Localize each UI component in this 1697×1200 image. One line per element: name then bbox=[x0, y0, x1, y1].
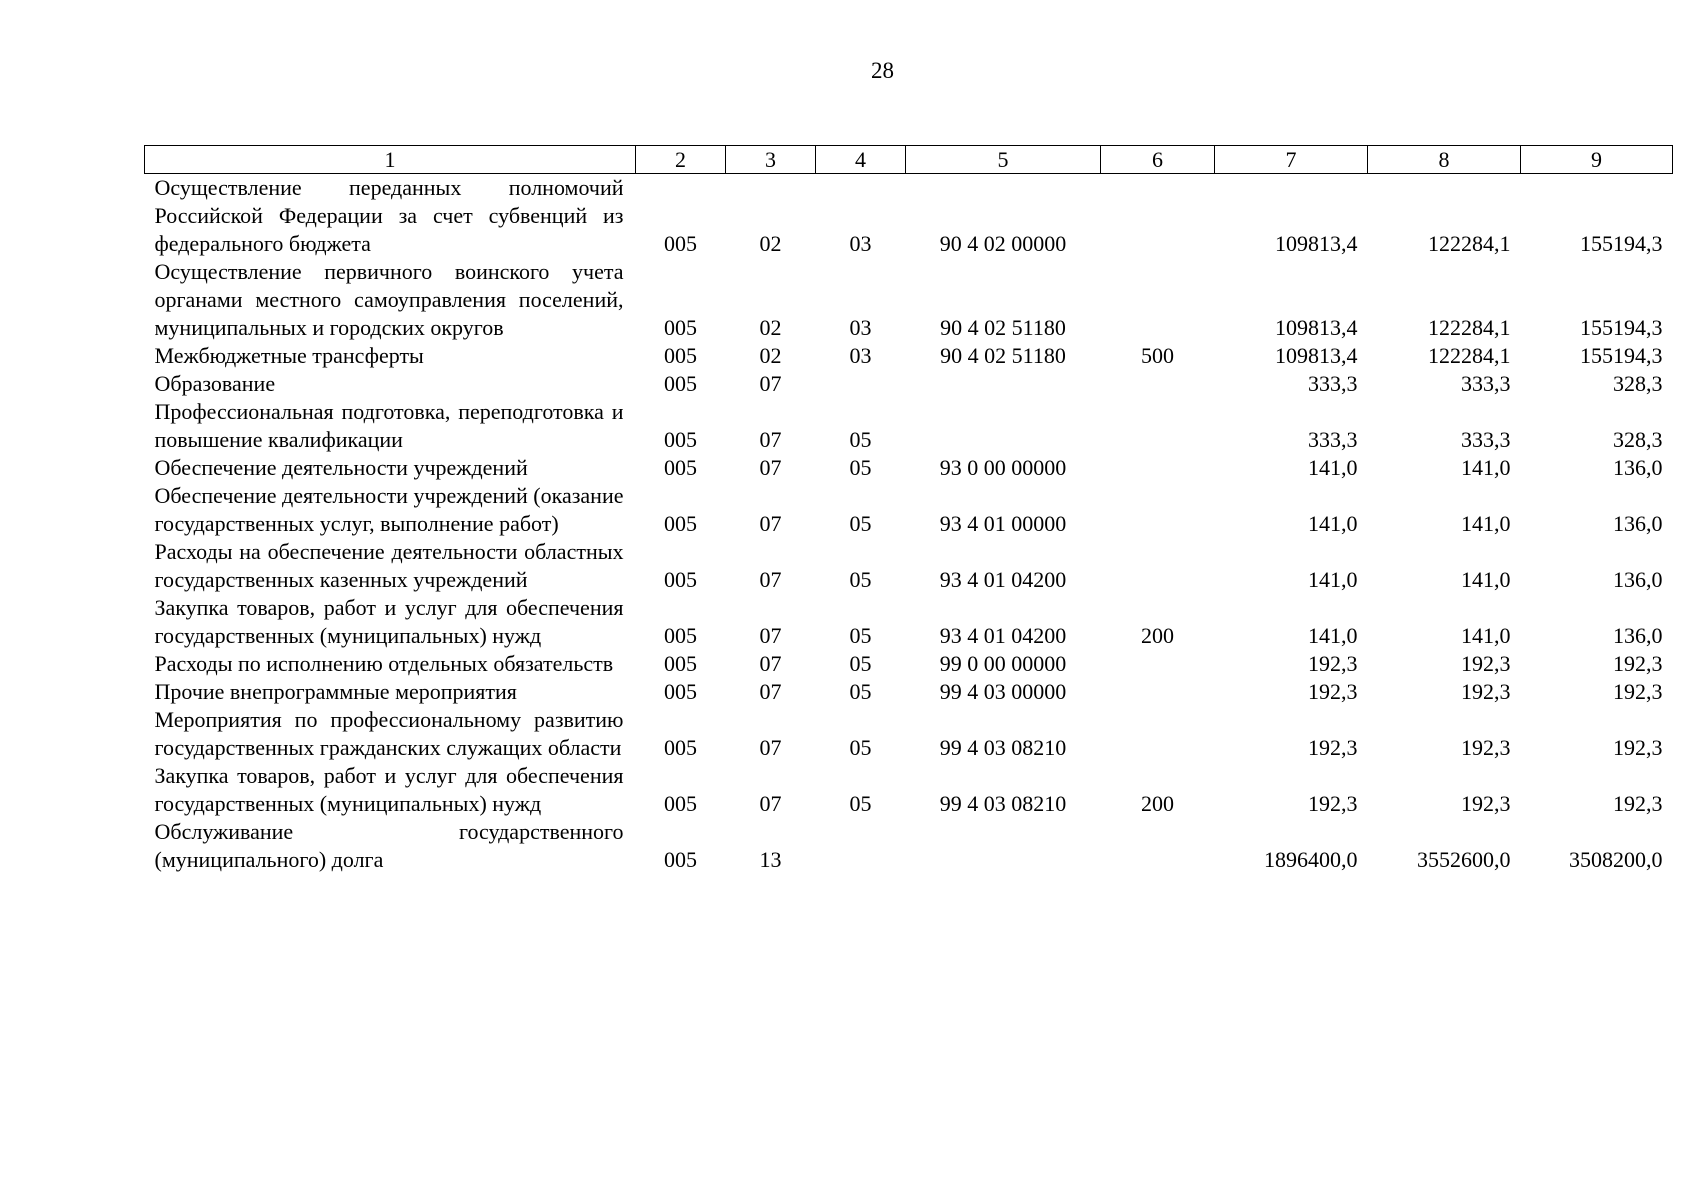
table-row bbox=[145, 818, 1673, 874]
table-row bbox=[145, 594, 1673, 650]
target-article-code: 93 4 01 00000 bbox=[939, 511, 1067, 536]
amount-col-8: 192,3 bbox=[1461, 651, 1511, 676]
amount-col-9: 136,0 bbox=[1613, 511, 1663, 536]
expense-type-code bbox=[1101, 370, 1215, 398]
amount-col-8: 141,0 bbox=[1461, 567, 1511, 592]
amount-col-9: 155194,3 bbox=[1580, 343, 1663, 368]
subsection-code: 05 bbox=[849, 651, 872, 676]
section-code: 07 bbox=[759, 427, 782, 452]
amount-col-7: 192,3 bbox=[1308, 735, 1358, 760]
expense-type-code bbox=[1101, 174, 1215, 259]
section-code: 07 bbox=[759, 511, 782, 536]
target-article-code: 93 0 00 00000 bbox=[939, 455, 1067, 480]
amount-col-8: 141,0 bbox=[1461, 455, 1511, 480]
table-body bbox=[145, 174, 1673, 875]
ministry-code: 005 bbox=[664, 315, 697, 340]
table-row bbox=[145, 762, 1673, 818]
header-cell: 5 bbox=[906, 146, 1101, 174]
amount-col-7: 192,3 bbox=[1308, 791, 1358, 816]
section-code: 07 bbox=[759, 651, 782, 676]
table-row bbox=[145, 538, 1673, 594]
ministry-code: 005 bbox=[664, 679, 697, 704]
amount-col-8: 122284,1 bbox=[1428, 343, 1511, 368]
amount-col-9: 328,3 bbox=[1613, 371, 1663, 396]
expense-type-code: 200 bbox=[1141, 623, 1174, 648]
expense-name: Мероприятия по профессиональному развитию государственных гражданских служащих области bbox=[154, 707, 624, 760]
subsection-code bbox=[816, 370, 906, 398]
amount-col-9: 192,3 bbox=[1613, 679, 1663, 704]
amount-col-8: 192,3 bbox=[1461, 679, 1511, 704]
target-article-code bbox=[906, 370, 1101, 398]
amount-col-8: 141,0 bbox=[1461, 623, 1511, 648]
table-row bbox=[145, 370, 1673, 398]
section-code: 02 bbox=[759, 315, 782, 340]
amount-col-7: 1896400,0 bbox=[1264, 847, 1358, 872]
expense-type-code: 200 bbox=[1141, 791, 1174, 816]
section-code: 02 bbox=[759, 231, 782, 256]
subsection-code: 05 bbox=[849, 427, 872, 452]
amount-col-8: 333,3 bbox=[1461, 371, 1511, 396]
section-code: 13 bbox=[759, 847, 782, 872]
amount-col-7: 333,3 bbox=[1308, 371, 1358, 396]
amount-col-9: 192,3 bbox=[1613, 791, 1663, 816]
amount-col-9: 192,3 bbox=[1613, 651, 1663, 676]
header-cell: 3 bbox=[726, 146, 816, 174]
subsection-code: 05 bbox=[849, 455, 872, 480]
table-row bbox=[145, 482, 1673, 538]
amount-col-7: 192,3 bbox=[1308, 651, 1358, 676]
section-code: 07 bbox=[759, 623, 782, 648]
amount-col-9: 3508200,0 bbox=[1569, 847, 1663, 872]
subsection-code: 05 bbox=[849, 735, 872, 760]
ministry-code: 005 bbox=[664, 427, 697, 452]
expense-type-code: 500 bbox=[1141, 343, 1174, 368]
amount-col-8: 141,0 bbox=[1461, 511, 1511, 536]
expense-name: Обеспечение деятельности учреждений (оказание государственных услуг, выполнение работ) bbox=[154, 483, 624, 536]
expense-type-code bbox=[1101, 650, 1215, 678]
subsection-code: 05 bbox=[849, 679, 872, 704]
ministry-code: 005 bbox=[664, 651, 697, 676]
subsection-code: 05 bbox=[849, 791, 872, 816]
expense-type-code bbox=[1101, 482, 1215, 538]
header-cell: 6 bbox=[1101, 146, 1215, 174]
subsection-code: 05 bbox=[849, 511, 872, 536]
section-code: 07 bbox=[759, 735, 782, 760]
table-row bbox=[145, 258, 1673, 342]
expense-name: Обеспечение деятельности учреждений bbox=[154, 455, 528, 480]
expense-type-code bbox=[1101, 398, 1215, 454]
amount-col-7: 141,0 bbox=[1308, 623, 1358, 648]
target-article-code: 99 0 00 00000 bbox=[939, 651, 1067, 676]
target-article-code: 99 4 03 08210 bbox=[939, 791, 1067, 816]
table-row bbox=[145, 650, 1673, 678]
header-cell: 7 bbox=[1215, 146, 1368, 174]
ministry-code: 005 bbox=[664, 791, 697, 816]
amount-col-9: 155194,3 bbox=[1580, 231, 1663, 256]
section-code: 07 bbox=[759, 371, 782, 396]
expense-name: Расходы по исполнению отдельных обязательств bbox=[154, 651, 614, 676]
ministry-code: 005 bbox=[664, 371, 697, 396]
section-code: 07 bbox=[759, 791, 782, 816]
expense-name: Профессиональная подготовка, переподготовка и повышение квалификации bbox=[154, 399, 624, 452]
subsection-code: 05 bbox=[849, 623, 872, 648]
section-code: 07 bbox=[759, 679, 782, 704]
expense-name: Межбюджетные трансферты bbox=[154, 343, 424, 368]
expense-name: Осуществление первичного воинского учета органами местного самоуправления поселений, муниципальных и городских округов bbox=[154, 259, 624, 340]
expense-name: Расходы на обеспечение деятельности областных государственных казенных учреждений bbox=[154, 539, 624, 592]
amount-col-8: 192,3 bbox=[1461, 735, 1511, 760]
amount-col-7: 109813,4 bbox=[1275, 231, 1358, 256]
section-code: 07 bbox=[759, 455, 782, 480]
target-article-code: 93 4 01 04200 bbox=[939, 623, 1067, 648]
header-cell: 1 bbox=[145, 146, 636, 174]
amount-col-7: 141,0 bbox=[1308, 567, 1358, 592]
subsection-code: 03 bbox=[849, 343, 872, 368]
section-code: 02 bbox=[759, 343, 782, 368]
amount-col-7: 192,3 bbox=[1308, 679, 1358, 704]
expense-name: Закупка товаров, работ и услуг для обеспечения государственных (муниципальных) нужд bbox=[154, 595, 624, 648]
expense-type-code bbox=[1101, 538, 1215, 594]
expense-name: Обслуживание государственного (муниципального) долга bbox=[154, 819, 624, 872]
page-number: 28 bbox=[871, 58, 894, 83]
ministry-code: 005 bbox=[664, 231, 697, 256]
expense-name: Прочие внепрограммные мероприятия bbox=[154, 679, 517, 704]
amount-col-7: 141,0 bbox=[1308, 455, 1358, 480]
amount-col-8: 192,3 bbox=[1461, 791, 1511, 816]
ministry-code: 005 bbox=[664, 735, 697, 760]
expense-type-code bbox=[1101, 678, 1215, 706]
ministry-code: 005 bbox=[664, 623, 697, 648]
target-article-code: 99 4 03 00000 bbox=[939, 679, 1067, 704]
expense-name: Закупка товаров, работ и услуг для обеспечения государственных (муниципальных) нужд bbox=[154, 763, 624, 816]
subsection-code: 03 bbox=[849, 231, 872, 256]
amount-col-9: 155194,3 bbox=[1580, 315, 1663, 340]
table-row bbox=[145, 174, 1673, 259]
target-article-code: 93 4 01 04200 bbox=[939, 567, 1067, 592]
target-article-code: 90 4 02 51180 bbox=[940, 343, 1066, 368]
amount-col-7: 333,3 bbox=[1308, 427, 1358, 452]
subsection-code: 03 bbox=[849, 315, 872, 340]
ministry-code: 005 bbox=[664, 567, 697, 592]
header-cell: 8 bbox=[1368, 146, 1521, 174]
amount-col-8: 122284,1 bbox=[1428, 231, 1511, 256]
expense-type-code bbox=[1101, 706, 1215, 762]
expense-type-code bbox=[1101, 258, 1215, 342]
table-row bbox=[145, 398, 1673, 454]
amount-col-7: 109813,4 bbox=[1275, 315, 1358, 340]
ministry-code: 005 bbox=[664, 511, 697, 536]
subsection-code bbox=[816, 818, 906, 874]
amount-col-8: 333,3 bbox=[1461, 427, 1511, 452]
expense-type-code bbox=[1101, 818, 1215, 874]
amount-col-9: 136,0 bbox=[1613, 567, 1663, 592]
ministry-code: 005 bbox=[664, 847, 697, 872]
amount-col-7: 141,0 bbox=[1308, 511, 1358, 536]
section-code: 07 bbox=[759, 567, 782, 592]
subsection-code: 05 bbox=[849, 567, 872, 592]
table-row bbox=[145, 706, 1673, 762]
expense-name: Осуществление переданных полномочий Российской Федерации за счет субвенций из федерального бюджета bbox=[154, 175, 624, 256]
amount-col-7: 109813,4 bbox=[1275, 343, 1358, 368]
table-row bbox=[145, 342, 1673, 370]
amount-col-9: 136,0 bbox=[1613, 623, 1663, 648]
amount-col-9: 192,3 bbox=[1613, 735, 1663, 760]
expense-name: Образование bbox=[154, 371, 276, 396]
table-row bbox=[145, 678, 1673, 706]
header-cell: 9 bbox=[1521, 146, 1673, 174]
header-cell: 4 bbox=[816, 146, 906, 174]
target-article-code bbox=[906, 398, 1101, 454]
amount-col-8: 122284,1 bbox=[1428, 315, 1511, 340]
budget-table bbox=[144, 145, 1673, 874]
target-article-code bbox=[906, 818, 1101, 874]
amount-col-8: 3552600,0 bbox=[1417, 847, 1511, 872]
target-article-code: 90 4 02 00000 bbox=[939, 231, 1067, 256]
header-row bbox=[145, 146, 1673, 174]
header-cell: 2 bbox=[636, 146, 726, 174]
ministry-code: 005 bbox=[664, 343, 697, 368]
amount-col-9: 328,3 bbox=[1613, 427, 1663, 452]
target-article-code: 99 4 03 08210 bbox=[939, 735, 1067, 760]
table-row bbox=[145, 454, 1673, 482]
amount-col-9: 136,0 bbox=[1613, 455, 1663, 480]
ministry-code: 005 bbox=[664, 455, 697, 480]
expense-type-code bbox=[1101, 454, 1215, 482]
target-article-code: 90 4 02 51180 bbox=[940, 315, 1066, 340]
